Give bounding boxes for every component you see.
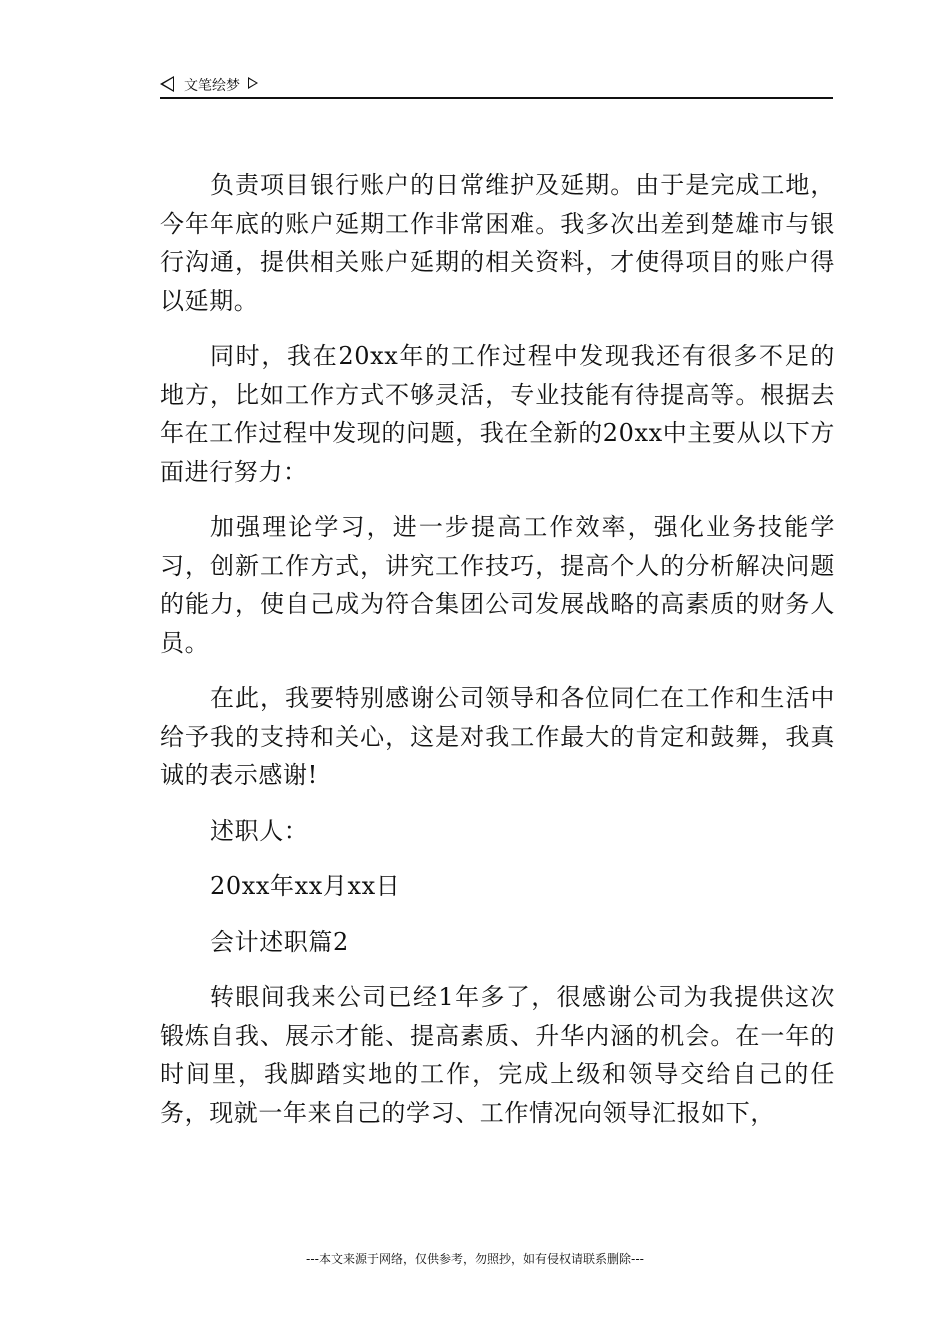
paragraph: 负责项目银行账户的日常维护及延期。由于是完成工地，今年年底的账户延期工作非常困难。我多次出差到楚雄市与银行沟通，提供相关账户延期的相关资料，才使得项目的账户得以延期。 (160, 171, 835, 315)
header-rule (160, 97, 833, 99)
page-header (160, 74, 832, 96)
header-brand: 文笔绘梦 (184, 78, 240, 94)
signature-label: 述职人： (210, 816, 309, 845)
document-body (160, 166, 835, 1149)
date-line: 20xx年xx月xx日 (210, 872, 401, 900)
paragraph: 加强理论学习，进一步提高工作效率，强化业务技能学习，创新工作方式，讲究工作技巧，提高个人的分析解决问题的能力，使自己成为符合集团公司发展战略的高素质的财务人员。 (160, 513, 835, 657)
paragraph: 转眼间我来公司已经1年多了，很感谢公司为我提供这次锻炼自我、展示才能、提高素质、升华内涵的机会。在一年的时间里，我脚踏实地的工作，完成上级和领导交给自己的任务，现就一年来自己的学习、工作情况向领导汇报如下， (160, 983, 835, 1127)
paragraph: 同时，我在20xx年的工作过程中发现我还有很多不足的地方，比如工作方式不够灵活，专业技能有待提高等。根据去年在工作过程中发现的问题，我在全新的20xx中主要从以下方面进行努力： (160, 342, 836, 486)
left-triangle-icon (160, 76, 174, 92)
paragraph: 在此，我要特别感谢公司领导和各位同仁在工作和生活中给予我的支持和关心，这是对我工作最大的肯定和鼓舞，我真诚的表示感谢! (160, 684, 835, 789)
page-footer: ---本文来源于网络，仅供参考，勿照抄，如有侵权请联系删除--- (306, 1252, 644, 1266)
right-triangle-icon (248, 77, 258, 89)
section-title: 会计述职篇2 (210, 927, 349, 956)
